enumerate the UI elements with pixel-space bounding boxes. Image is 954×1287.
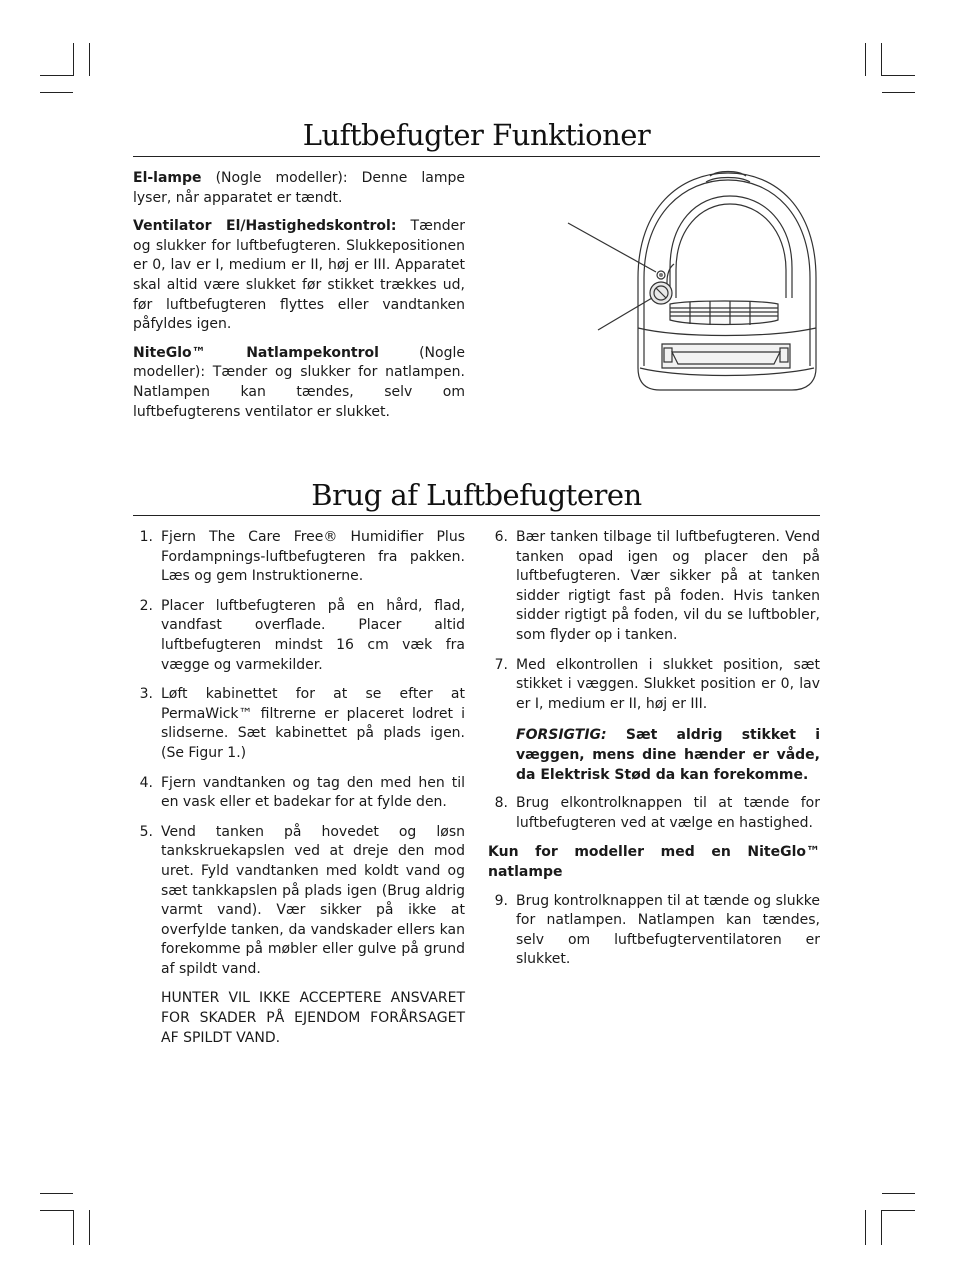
- niteglo-heading: Kun for modeller med en NiteGlo™ natlampe: [488, 844, 820, 880]
- list-item: 9. Brug kontrolknappen til at tænde og slukke for natlampen. Natlampen kan tændes, selv om luftbefugterventilatoren er slukket.: [494, 892, 820, 968]
- crop-mark: [40, 1193, 73, 1194]
- crop-mark: [881, 75, 915, 76]
- list-item: 4. Fjern vandtanken og tag den med hen til en vask eller et badekar for at fylde den.: [139, 774, 465, 811]
- list-item: 2. Placer luftbefugteren på en hård, flad, vandfast overflade. Placer altid luftbefugteren mindst 16 cm væk fra vægge og varmekilder.: [139, 597, 465, 673]
- crop-mark: [40, 1210, 74, 1211]
- section-heading-functions: Luftbefugter Funktioner: [302, 118, 651, 152]
- warning-text: HUNTER VIL IKKE ACCEPTERE ANSVARET FOR SKADER PÅ EJENDOM FORÅRSAGET AF SPILDT VAND.: [161, 990, 465, 1046]
- crop-mark: [40, 92, 73, 93]
- crop-mark: [40, 75, 74, 76]
- crop-mark: [865, 1210, 866, 1245]
- list-item: 8. Brug elkontrolknappen til at tænde for luftbefugteren ved at vælge en hastighed.: [494, 795, 820, 831]
- list-item: 6. Bær tanken tilbage til luftbefugteren. Vend tanken opad igen og placer den på luftbefugteren. Vær sikker på at tanken sidder rigtigt fast på foden. Hvis tanken sidder rigtigt på foden, vil du se luftbobler, som flyder op i tanken.: [494, 529, 820, 643]
- heading-rule: [133, 515, 820, 516]
- crop-mark: [73, 43, 74, 76]
- crop-mark: [882, 1193, 915, 1194]
- crop-mark: [89, 1210, 90, 1245]
- function-item: NiteGlo™ Natlampekontrol (Nogle modeller): Tænder og slukker for natlampen. Natlampen kan tændes, selv om luftbefugterens ventilator er slukket.: [133, 344, 465, 420]
- crop-mark: [881, 43, 882, 76]
- crop-mark: [89, 43, 90, 76]
- function-item: El-lampe (Nogle modeller): Denne lampe lyser, når apparatet er tændt.: [133, 170, 465, 206]
- usage-right-column: [488, 528, 820, 980]
- functions-text: [133, 169, 465, 431]
- list-item: 3. Løft kabinettet for at se efter at PermaWick™ filtrerne er placeret lodret i slidserne. Sæt kabinettet på plads igen. (Se Figur 1.): [139, 686, 465, 761]
- caution-text: FORSIGTIG: Sæt aldrig stikket i væggen, mens dine hænder er våde, da Elektrisk Stød da kan forekomme.: [516, 727, 820, 783]
- list-item: 5. Vend tanken på hovedet og løsn tankskruekapslen ved at dreje den mod uret. Fyld vandtanken med koldt vand og sæt tankkapslen på plads igen (Brug aldrig varmt vand). Vær sikker på ikke at overfylde tanken, da vandskader ellers kan forekomme på møbler eller gulve på grund af spildt vand.: [139, 823, 465, 977]
- function-item: Ventilator El/Hastighedskontrol: Tænder og slukker for luftbefugteren. Slukkepositionen er 0, lav er I, medium er II, høj er III. Apparatet skal altid være slukket før stikket trækkes ud, før luftbefugteren flyttes eller vandtanken påfyldes igen.: [133, 218, 465, 333]
- crop-mark: [882, 92, 915, 93]
- section-heading-usage: Brug af Luftbefugteren: [311, 478, 642, 512]
- list-item: 7. Med elkontrollen i slukket position, sæt stikket i væggen. Slukket position er 0, lav er I, medium er II, høj er III.: [494, 656, 820, 712]
- crop-mark: [881, 1210, 882, 1245]
- humidifier-illustration: [560, 168, 820, 400]
- list-item: 1. Fjern The Care Free® Humidifier Plus Fordampnings-luftbefugteren fra pakken. Læs og gem Instruktionerne.: [139, 529, 465, 585]
- crop-mark: [865, 43, 866, 76]
- crop-mark: [73, 1210, 74, 1245]
- usage-left-column: [133, 528, 465, 1057]
- crop-mark: [881, 1210, 915, 1211]
- heading-rule: [133, 156, 820, 157]
